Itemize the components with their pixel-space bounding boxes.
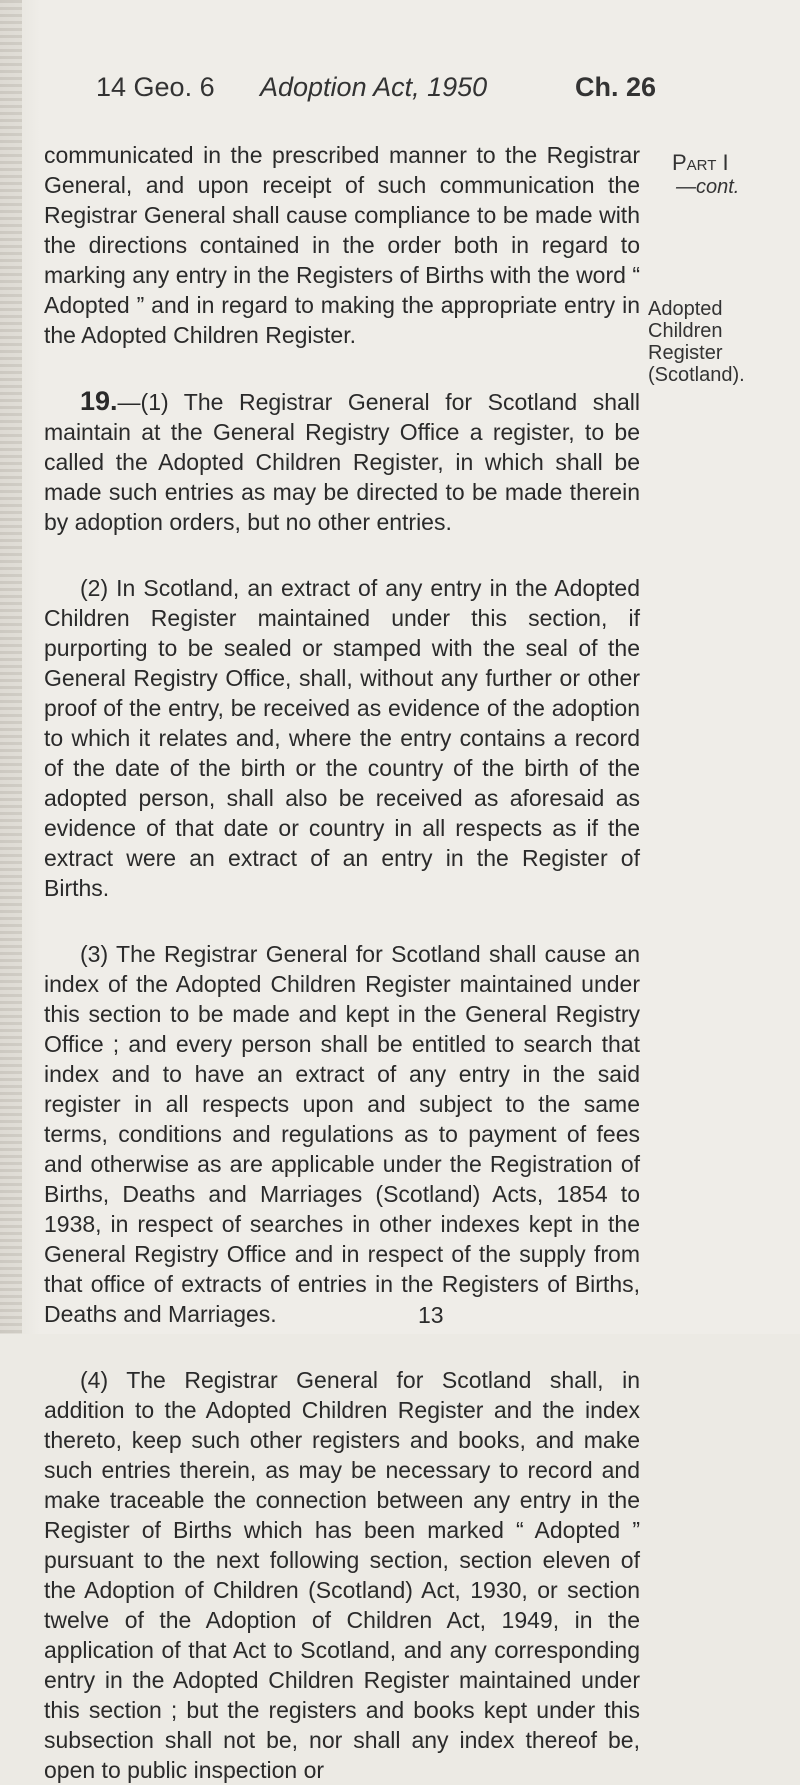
header-chapter: Ch. 26: [574, 72, 656, 102]
margin-cont-label: —cont.: [676, 176, 740, 198]
section-19-subsection-1: [44, 386, 640, 537]
section-19-subsection-2: (2) In Scotland, an extract of any entry in the Adopted Children Register maintained under this section, if purporting to be sealed or stamped with the seal of the General Registry Office, shall, without any further or other proof of the entry, be received as evidence of the adoption to which it relates and, where the entry contains a record of the date of the birth or the country of the birth of the adopted person, shall also be received as aforesaid as evidence of that date or country in all respects as if the extract were an extract of an entry in the Register of Births.: [44, 575, 640, 901]
margin-note-line: (Scotland).: [648, 364, 745, 386]
section-19-text: —(1) The Registrar General for Scotland shall maintain at the General Registry Office a register, to be called the Adopted Children Register, in which shall be made such entries as may be directed to be made therein by adoption orders, but no other entries.: [44, 389, 640, 535]
document-body: [44, 140, 640, 1785]
section-19-subsection-3: (3) The Registrar General for Scotland shall cause an index of the Adopted Children Register maintained under this section to be made and kept in the General Registry Office ; and every person shall be entitled to search that index and to have an extract of any entry in the said register in all respects upon and subject to the same terms, conditions and regulations as to payment of fees and otherwise as are applicable under the Registration of Births, Deaths and Marriages (Scotland) Acts, 1854 to 1938, in respect of searches in other indexes kept in the General Registry Office and in respect of the supply from that office of extracts of entries in the Registers of Births, Deaths and Marriages.: [44, 941, 640, 1327]
margin-note-adopted-children-register: [648, 298, 745, 386]
running-header: [96, 72, 656, 116]
paragraph-continuation: communicated in the prescribed manner to the Registrar General, and upon receipt of such communication the Registrar General shall cause compliance to be made with the directions contained in the order both in regard to marking any entry in the Registers of Births with the word “ Adopted ” and in regard to making the appropriate entry in the Adopted Children Register.: [44, 142, 640, 348]
section-19-subsection-4: (4) The Registrar General for Scotland shall, in addition to the Adopted Children Register and the index thereto, keep such other registers and books, and make such entries therein, as may be necessary to record and make traceable the connection between any entry in the Register of Births which has been marked “ Adopted ” pursuant to the next following section, section eleven of the Adoption of Children (Scotland) Act, 1930, or section twelve of the Adoption of Children Act, 1949, in the application of that Act to Scotland, and any corresponding entry in the Adopted Children Register maintained under this section ; but the registers and books kept under this subsection shall not be, nor shall any index thereof be, open to public inspection or: [44, 1367, 640, 1783]
margin-note-line: Register: [648, 342, 723, 364]
header-regnal-year: 14 Geo. 6: [96, 72, 215, 102]
book-spine-shadow: [0, 0, 22, 1334]
header-act-title: Adoption Act, 1950: [260, 72, 488, 102]
page-number: 13: [418, 1302, 444, 1328]
margin-part-label: Part I: [672, 150, 729, 175]
margin-note-line: Children: [648, 320, 723, 342]
margin-note-line: Adopted: [648, 298, 723, 320]
section-number: 19.: [80, 386, 118, 416]
